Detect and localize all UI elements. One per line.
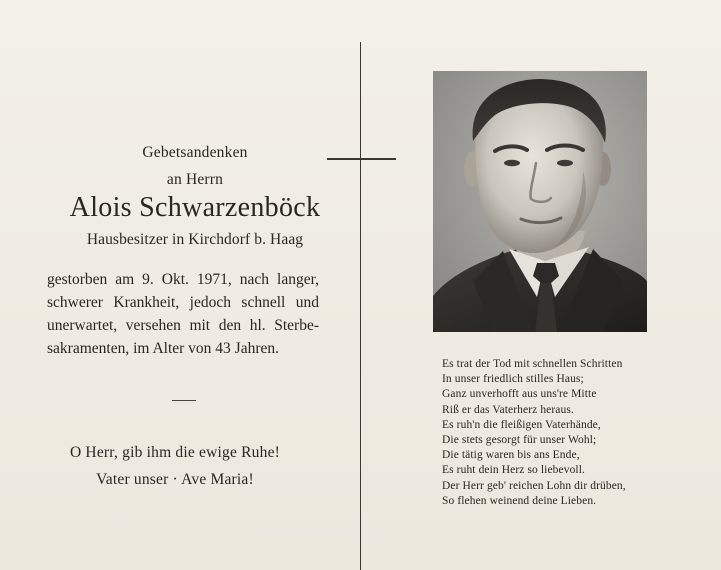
poem-line: In unser friedlich stilles Haus; xyxy=(442,373,584,386)
poem-line: Es trat der Tod mit schnellen Schritten xyxy=(442,358,623,370)
poem-line: So flehen weinend deine Lieben. xyxy=(442,494,597,507)
poem-line: Ganz unverhofft aus uns're Mitte xyxy=(442,388,597,401)
poem xyxy=(442,357,682,509)
death-notice-line: gestorben am 9. Okt. 1971, nach langer, xyxy=(47,271,319,288)
poem-line: Der Herr geb' reichen Lohn dir drüben, xyxy=(442,479,626,492)
death-notice xyxy=(47,268,319,360)
intro-line-2: an Herrn xyxy=(166,171,224,188)
death-notice-line: schwerer Krankheit, jedoch schnell und xyxy=(47,294,319,311)
cross-horizontal-bar xyxy=(327,158,396,160)
cross-vertical-bar xyxy=(360,42,361,570)
death-notice-line: unerwartet, versehen mit den hl. Sterbe- xyxy=(47,317,319,334)
prayer-line-1: O Herr, gib ihm die ewige Ruhe! xyxy=(69,444,281,461)
intro-line-1: Gebetsandenken xyxy=(142,144,248,161)
poem-line: Es ruht dein Herz so liebevoll. xyxy=(442,464,585,477)
poem-line: Die tätig waren bis ans Ende, xyxy=(442,449,580,462)
poem-line: Die stets gesorgt für unser Wohl; xyxy=(442,434,597,447)
prayer-line-2: Vater unser · Ave Maria! xyxy=(96,471,254,488)
separator-dash xyxy=(172,400,196,401)
death-notice-line: sakramenten, im Alter von 43 Jahren. xyxy=(47,340,280,357)
portrait-photo xyxy=(433,71,647,332)
deceased-name: Alois Schwarzenböck xyxy=(69,192,321,223)
poem-line: Es ruh'n die fleißigen Vaterhände, xyxy=(442,418,601,431)
occupation: Hausbesitzer in Kirchdorf b. Haag xyxy=(86,231,304,248)
poem-line: Riß er das Vaterherz heraus. xyxy=(442,403,574,416)
